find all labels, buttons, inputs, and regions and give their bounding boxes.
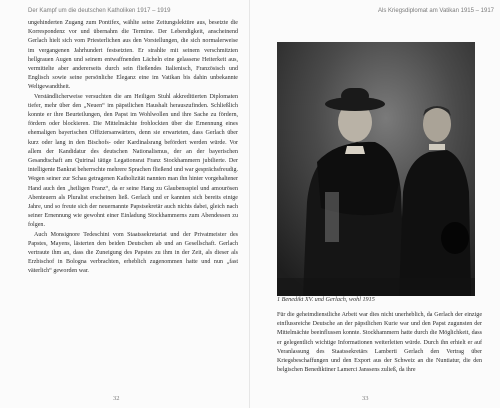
paragraph: Verständlicherweise versuchten die am Heiligen Stuhl akkreditierten Diplomaten tiefer, mehr über den „Neuen“ im päpstlichen Haushalt herauszufinden. Schließlich konnte er ihre Beurteilungen, den Papst im Wohlwollen und ihre Sache zu fördern, fördern oder blockieren. Die Mittelmächte frohlockten über die Ernennung eines ehemaligen bayerischen Offiziersanwärters, denn sie erwarteten, dass Gerlach über kurz oder lang in den Bischofs- oder Kardinalsrang befördert werden würde. Vor allem der Kandidatur des deutschen Nationalismus, der an der bayerischen Gesandtschaft am Quirinal tätige Legationsrat Franz Stockhammern jubilierte. Der intelligente Bankrat beherrschte mehrere Sprachen fließend und war gesprächsfreudig. Wegen seiner zur Schau getragenen Katholizität nannten man ihn hinter vorgehaltener Hand auch den „heiligen Franz“, da er seine Hang zu Glaubensspiel und amourösen Abenteuern als Pluralist erscheinen ließ. Gerlach und er kannten sich bereits einige Jahre, und so freute sich der neuernannte Papstsekretär auch nichts dabei, gleich nach seiner Ernennung wie gewohnt einer Einladung Stockhammerns zum Abendessen zu folgen. [28, 93, 238, 229]
figure-hat [441, 222, 469, 254]
figure-collar [429, 144, 445, 150]
body-text [28, 19, 238, 277]
photo-caption: 1 Benedikt XV. und Gerlach, wohl 1915 [277, 296, 375, 303]
running-head: Als Kriegsdiplomat am Vatikan 1915 – 1917 [378, 8, 494, 14]
page-number: 33 [362, 395, 369, 402]
body-text [277, 311, 482, 375]
figure-hat-crown [341, 88, 369, 104]
paragraph: Auch Monsignore Tedeschini vom Staatssekretariat und der Privatmeister des Papstes, Mayens, lästerten den beiden Deutschen ab und an Gesellschaft. Gerlach vertraute ihm an, dass die Zuneigung des Papstes zu ihm in der Zeit, als dieser als Erzbischof in Bologna verbrachten, erheblich zugenommen hatte und nun „fast väterlich“ geworden war. [28, 231, 238, 275]
photograph-illustration [277, 42, 475, 296]
running-head: Der Kampf um die deutschen Katholiken 1917 – 1919 [28, 8, 171, 14]
figure-collar [345, 146, 365, 154]
figure-sash [325, 192, 339, 242]
paragraph: ungehinderten Zugang zum Pontifex, wählte seine Zeitungslektüre aus, besetzte die Korrespondenz vor und übernahm die Termine. Der Lebendigkeit, anscheinend Gerlach hielt sich vom Priesterlichen aus den Vorstellungen, die sich normalerweise im vergangenen Jahrhundert festsetzten. Er strahlte mit seinem verschmitzten hellgrauen Augen und seinem entwaffnenden Lächeln eine gelassene Heiterkeit aus, vermittelte aber andererseits durch sein fließendes Italienisch, Französisch und Englisch sowie seine persönliche Eleganz eine im Vatikan bis dahin unbekannte Weltgewandtheit. [28, 20, 238, 91]
figure-cassock [399, 150, 471, 296]
photograph [277, 42, 475, 296]
paragraph: Für die geheimdienstliche Arbeit war dies nicht unerheblich, da Gerlach der einzige einflussreiche Deutsche an der päpstlichen Kurie war und den Papst zugunsten der Mittelmächte beeinflussen konnte. Stockhammern hatte durch die Möglichkeit, dass er gelegentlich wichtige Informationen weiterleiten würde. Durch ihn erhielt er auf Veranlassung des Staatssekretärs Lamberti Gerlach den Vertrag über Kriegsbeschaffungen und den Export aus der Schweiz an die Nuntiatur, die den belgischen Benediktiner Lamerci Janssens zuließ, da ihre [277, 312, 482, 374]
floor-shadow [277, 278, 475, 296]
page-number: 32 [113, 395, 120, 402]
